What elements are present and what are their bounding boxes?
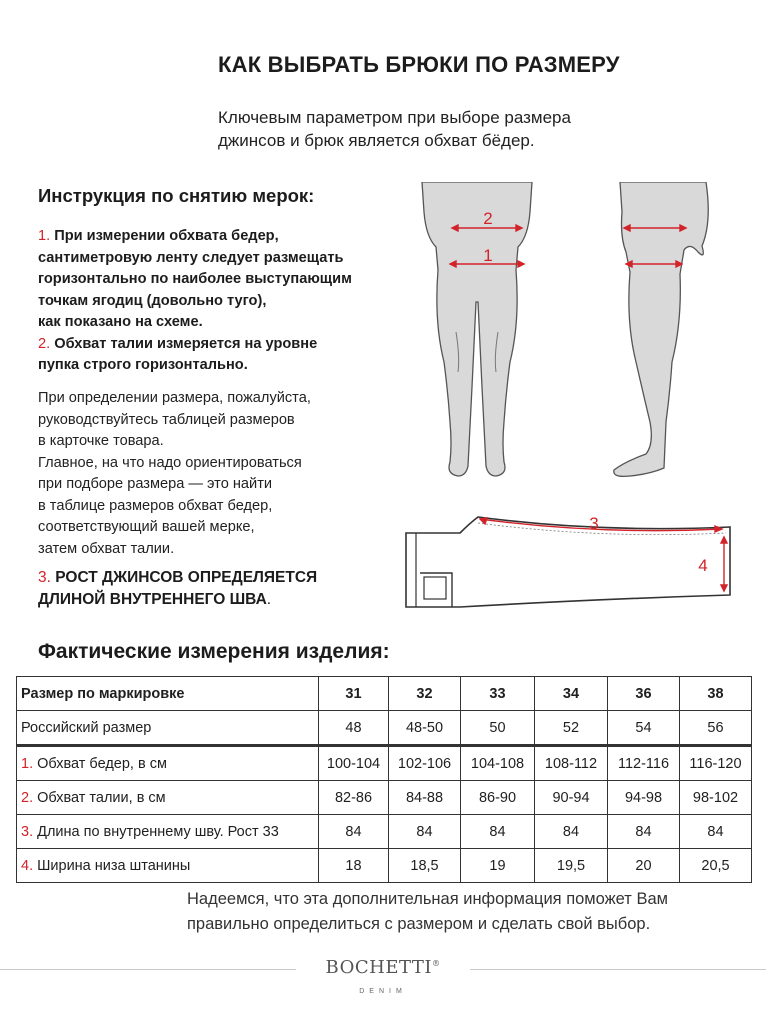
measure-1-arrow-right [518, 261, 524, 267]
table-cell: 84 [535, 815, 608, 849]
table-header-row [17, 677, 752, 711]
table-cell: 108-112 [535, 746, 608, 781]
table-cell: 18 [319, 849, 389, 883]
header-label: Размер по маркировке [17, 677, 319, 711]
advice-text [38, 388, 311, 560]
row-label-text: Обхват бедер, в см [37, 755, 167, 772]
header-size: 34 [535, 677, 608, 711]
brand-registered-mark: ® [431, 959, 441, 968]
table-cell: 100-104 [319, 746, 389, 781]
growth-note [38, 567, 317, 611]
table-cell: 84-88 [389, 781, 461, 815]
brand-name: BOCHETTI [325, 957, 432, 978]
table-cell: 98-102 [680, 781, 752, 815]
row-label [17, 849, 319, 883]
instruction-1-line [38, 226, 352, 248]
growth-line [38, 589, 317, 611]
side-measure-1-arrow-left [626, 261, 632, 267]
growth-number: 3. [38, 569, 51, 586]
table-cell: 48 [319, 711, 389, 746]
footer-note [187, 887, 668, 937]
advice-line: При определении размера, пожалуйста, [38, 390, 311, 406]
instruction-2-text: Обхват талии измеряется на уровне [54, 335, 318, 352]
growth-line [38, 567, 317, 589]
body-side-figure [606, 182, 726, 482]
instruction-1-line: сантиметровую ленту следует размещать [38, 249, 344, 266]
table-cell: 84 [680, 815, 752, 849]
instruction-1-line: как показано на схеме. [38, 314, 203, 330]
header-size: 31 [319, 677, 389, 711]
advice-line: затем обхват талии. [38, 540, 175, 557]
table-cell: 94-98 [608, 781, 680, 815]
jeans-label-patch [424, 577, 446, 599]
header-size: 36 [608, 677, 680, 711]
instructions-list [38, 226, 352, 377]
row-number: 4. [21, 857, 34, 874]
growth-text: ДЛИНОЙ ВНУТРЕННЕГО ШВА [38, 591, 267, 608]
table-cell: 90-94 [535, 781, 608, 815]
advice-line: в карточке товара. [38, 433, 164, 449]
advice-line: при подборе размера — это найти [38, 476, 273, 492]
table-row-waist [17, 781, 752, 815]
table-cell: 20,5 [680, 849, 752, 883]
table-row-russian-size [17, 711, 752, 746]
table-cell: 54 [608, 711, 680, 746]
brand-subtitle: DENIM [359, 988, 407, 995]
table-cell: 104-108 [461, 746, 535, 781]
page-title: КАК ВЫБРАТЬ БРЮКИ ПО РАЗМЕРУ [218, 52, 620, 77]
instruction-1-line: точкам ягодиц (довольно туго), [38, 292, 267, 309]
row-label-text: Обхват талии, в см [37, 789, 166, 806]
table-cell: 84 [608, 815, 680, 849]
instruction-1-line: горизонтально по наиболее выступающим [38, 271, 352, 287]
header-size: 32 [389, 677, 461, 711]
size-table [16, 676, 752, 883]
table-cell: 19 [461, 849, 535, 883]
row-number: 1. [21, 755, 34, 772]
growth-period: . [266, 591, 272, 608]
table-cell: 116-120 [680, 746, 752, 781]
row-number: 3. [21, 823, 34, 840]
intro-text [218, 106, 571, 152]
table-cell: 56 [680, 711, 752, 746]
brand-logo [0, 957, 766, 978]
table-cell: 52 [535, 711, 608, 746]
instruction-1-number: 1. [38, 228, 51, 244]
table-cell: 18,5 [389, 849, 461, 883]
row-label [17, 815, 319, 849]
instruction-2-line: пупка строго горизонтально. [38, 357, 248, 373]
russian-size-label: Российский размер [17, 711, 319, 746]
intro-line: джинсов и брюк является обхват бёдер. [218, 131, 535, 150]
measure-3-label: 3 [589, 514, 599, 533]
table-cell: 84 [319, 815, 389, 849]
row-label [17, 746, 319, 781]
body-front-figure [412, 182, 542, 482]
table-cell: 50 [461, 711, 535, 746]
table-cell: 19,5 [535, 849, 608, 883]
actual-measurements-title: Фактические измерения изделия: [38, 640, 390, 663]
footer-line: Надеемся, что эта дополнительная информация поможет Вам [187, 890, 668, 908]
growth-text: РОСТ ДЖИНСОВ ОПРЕДЕЛЯЕТСЯ [55, 569, 318, 586]
row-label-text: Длина по внутреннему шву. Рост 33 [37, 823, 279, 840]
intro-line: Ключевым параметром при выборе размера [218, 108, 571, 127]
instructions-title: Инструкция по снятию мерок: [38, 185, 315, 206]
jeans-diagram [400, 505, 750, 615]
advice-line: соответствующий вашей мерке, [38, 519, 255, 535]
table-row-leg-width [17, 849, 752, 883]
table-cell: 48-50 [389, 711, 461, 746]
header-size: 33 [461, 677, 535, 711]
header-size: 38 [680, 677, 752, 711]
table-cell: 20 [608, 849, 680, 883]
measure-2-label: 2 [483, 209, 493, 228]
advice-line: Главное, на что надо ориентироваться [38, 454, 302, 471]
instruction-2-number: 2. [38, 335, 51, 352]
table-cell: 82-86 [319, 781, 389, 815]
table-cell: 86-90 [461, 781, 535, 815]
table-row-inseam [17, 815, 752, 849]
row-number: 2. [21, 789, 34, 806]
table-cell: 84 [389, 815, 461, 849]
advice-line: руководствуйтесь таблицей размеров [38, 411, 295, 428]
instruction-2-line [38, 334, 352, 356]
row-label-text: Ширина низа штанины [37, 857, 191, 874]
advice-line: в таблице размеров обхват бедер, [38, 497, 273, 514]
row-label [17, 781, 319, 815]
measure-4-label: 4 [698, 556, 708, 575]
brand-block [0, 955, 766, 1015]
instruction-1-text: При измерении обхвата бедер, [54, 228, 279, 244]
measure-1-label: 1 [483, 246, 493, 265]
table-cell: 112-116 [608, 746, 680, 781]
table-cell: 84 [461, 815, 535, 849]
table-cell: 102-106 [389, 746, 461, 781]
footer-line: правильно определиться с размером и сделать свой выбор. [187, 915, 651, 933]
table-row-hips [17, 746, 752, 781]
